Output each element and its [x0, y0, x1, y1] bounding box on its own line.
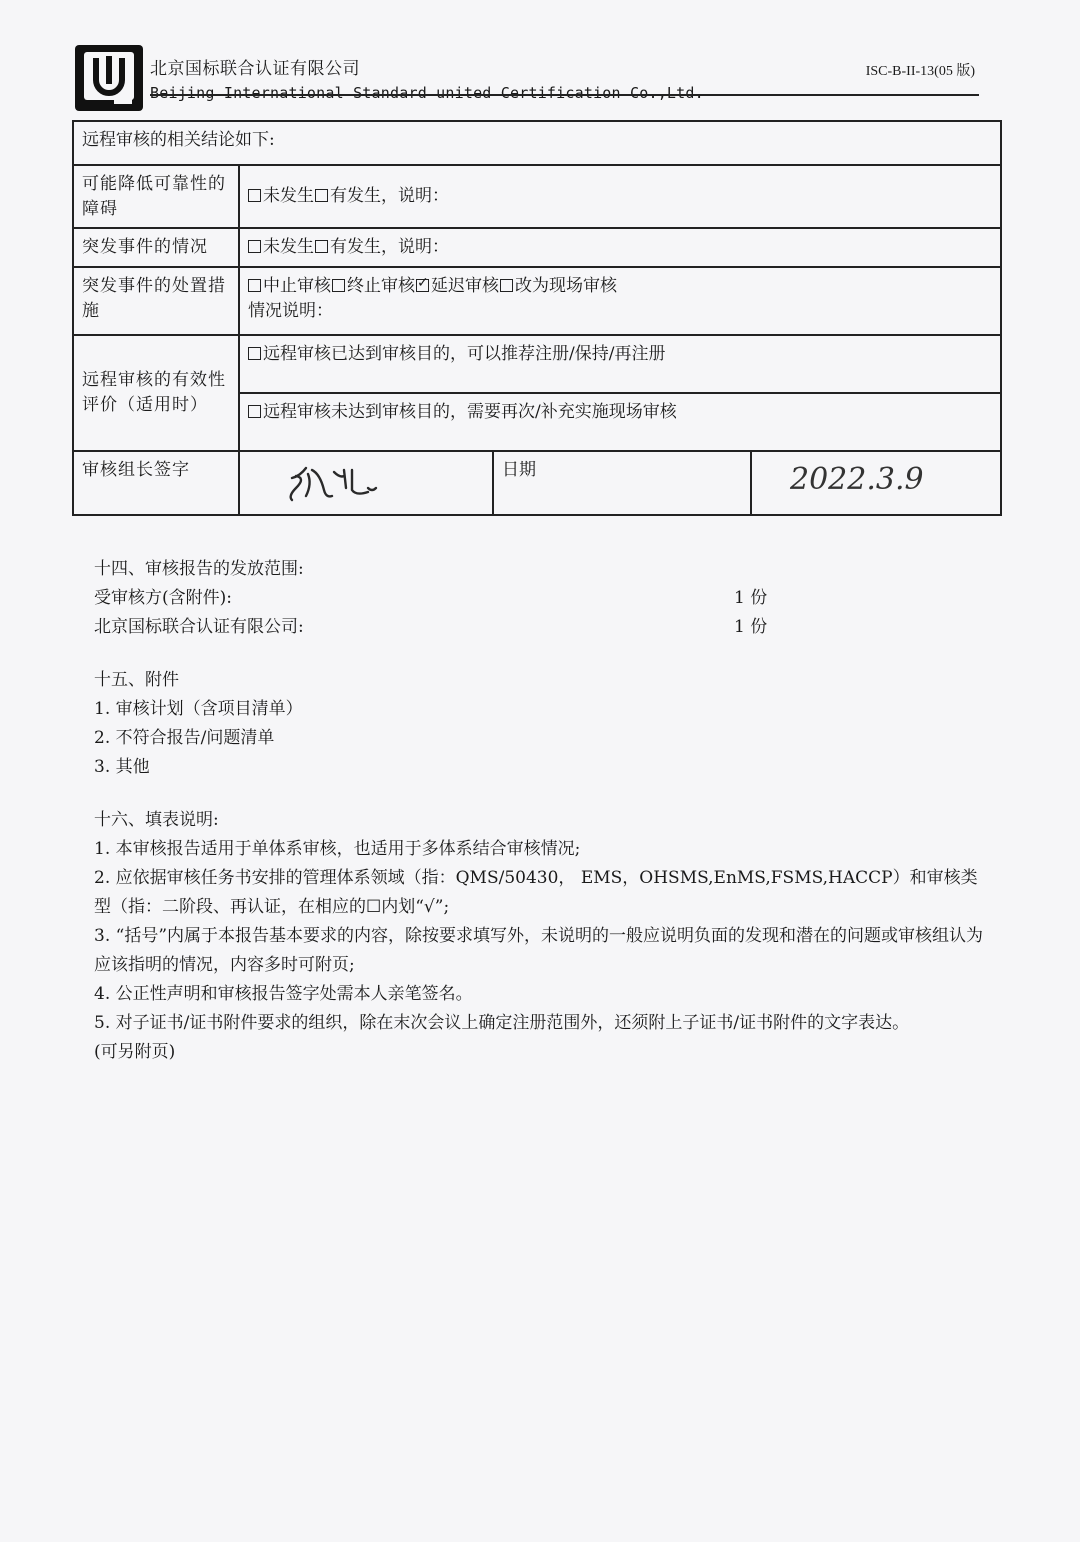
conclusion-title: 远程审核的相关结论如下: [73, 121, 1001, 165]
option-label: 终止审核 [347, 275, 415, 296]
row-label-effectiveness: 远程审核的有效性评价（适用时） [73, 335, 239, 451]
checkbox-terminate[interactable] [332, 279, 345, 292]
signature-label: 审核组长签字 [73, 451, 239, 515]
instruction-item: 3. “括号”内属于本报告基本要求的内容，除按要求填写外，未说明的一般应说明负面的发现和潜在的问题或审核组认为应该指明的情况，内容多时可附页; [94, 926, 984, 975]
option-label: 有发生，说明： [330, 237, 449, 258]
emergencies-options [239, 228, 1001, 267]
checkbox-not-achieved[interactable] [248, 405, 261, 418]
row-label-obstacles: 可能降低可靠性的障碍 [73, 165, 239, 228]
row-label-emergencies: 突发事件的情况 [73, 228, 239, 267]
checkbox-not-occurred[interactable] [248, 240, 261, 253]
option-label: 延迟审核 [431, 275, 499, 296]
date-label: 日期 [493, 451, 751, 515]
checkbox-suspend[interactable] [248, 279, 261, 292]
company-name-en: Beijing International Standard united Certification Co.,Ltd. [150, 84, 704, 102]
measures-options [239, 267, 1001, 335]
section14-title: 十四、审核报告的发放范围: [94, 559, 304, 579]
remote-audit-conclusion-table [72, 120, 1002, 516]
date-cell [751, 451, 1001, 515]
instruction-item: 4. 公正性声明和审核报告签字处需本人亲笔签名。 [94, 984, 473, 1004]
option-label: 中止审核 [263, 275, 331, 296]
checkbox-not-occurred[interactable] [248, 189, 261, 202]
distribution-count: 1 份 [734, 588, 768, 608]
distribution-name: 北京国标联合认证有限公司: [94, 617, 304, 637]
distribution-name: 受审核方(含附件): [94, 588, 232, 608]
checkbox-onsite[interactable] [500, 279, 513, 292]
distribution-count: 1 份 [734, 617, 768, 637]
situation-note: 情况说明： [248, 300, 333, 321]
document-code: ISC-B-II-13(05 版) [865, 64, 975, 79]
option-label: 未发生 [263, 237, 314, 258]
attachment-item: 1. 审核计划（含项目清单） [94, 699, 303, 719]
company-name-cn: 北京国标联合认证有限公司 [150, 59, 360, 79]
instruction-item: 5. 对子证书/证书附件要求的组织，除在末次会议上确定注册范围外，还须附上子证书/证书附件的文字表达。 [94, 1013, 910, 1033]
option-label: 有发生，说明： [330, 186, 449, 207]
attachment-item: 2. 不符合报告/问题清单 [94, 728, 275, 748]
checkbox-occurred[interactable] [315, 189, 328, 202]
company-logo-icon [74, 44, 144, 112]
checkbox-achieved[interactable] [248, 347, 261, 360]
option-label: 未发生 [263, 186, 314, 207]
handwritten-signature [248, 458, 388, 504]
section15-title: 十五、附件 [94, 670, 179, 690]
option-label: 远程审核未达到审核目的，需要再次/补充实施现场审核 [263, 401, 677, 422]
letterhead [74, 44, 979, 114]
signature-cell [239, 451, 493, 515]
instruction-item: (可另附页) [94, 1042, 176, 1062]
distribution-item [94, 584, 994, 613]
report-body [94, 555, 994, 1067]
header-rule [150, 94, 979, 96]
effectiveness-option-achieved [239, 335, 1001, 393]
effectiveness-option-not-achieved [239, 393, 1001, 451]
obstacles-options [239, 165, 1001, 228]
handwritten-date: 2022.3.9 [790, 461, 924, 497]
checkbox-delay-checked[interactable] [416, 279, 429, 292]
option-label: 远程审核已达到审核目的，可以推荐注册/保持/再注册 [263, 343, 666, 364]
instruction-item: 1. 本审核报告适用于单体系审核，也适用于多体系结合审核情况; [94, 839, 581, 859]
distribution-item [94, 613, 994, 642]
checkbox-occurred[interactable] [315, 240, 328, 253]
row-label-measures: 突发事件的处置措施 [73, 267, 239, 335]
instruction-item: 2. 应依据审核任务书安排的管理体系领域（指：QMS/50430， EMS，OHSMS,EnMS,FSMS,HACCP）和审核类型（指：二阶段、再认证，在相应的☐内划“√”; [94, 868, 978, 917]
section16-title: 十六、填表说明: [94, 810, 219, 830]
option-label: 改为现场审核 [515, 275, 617, 296]
attachment-item: 3. 其他 [94, 757, 150, 777]
